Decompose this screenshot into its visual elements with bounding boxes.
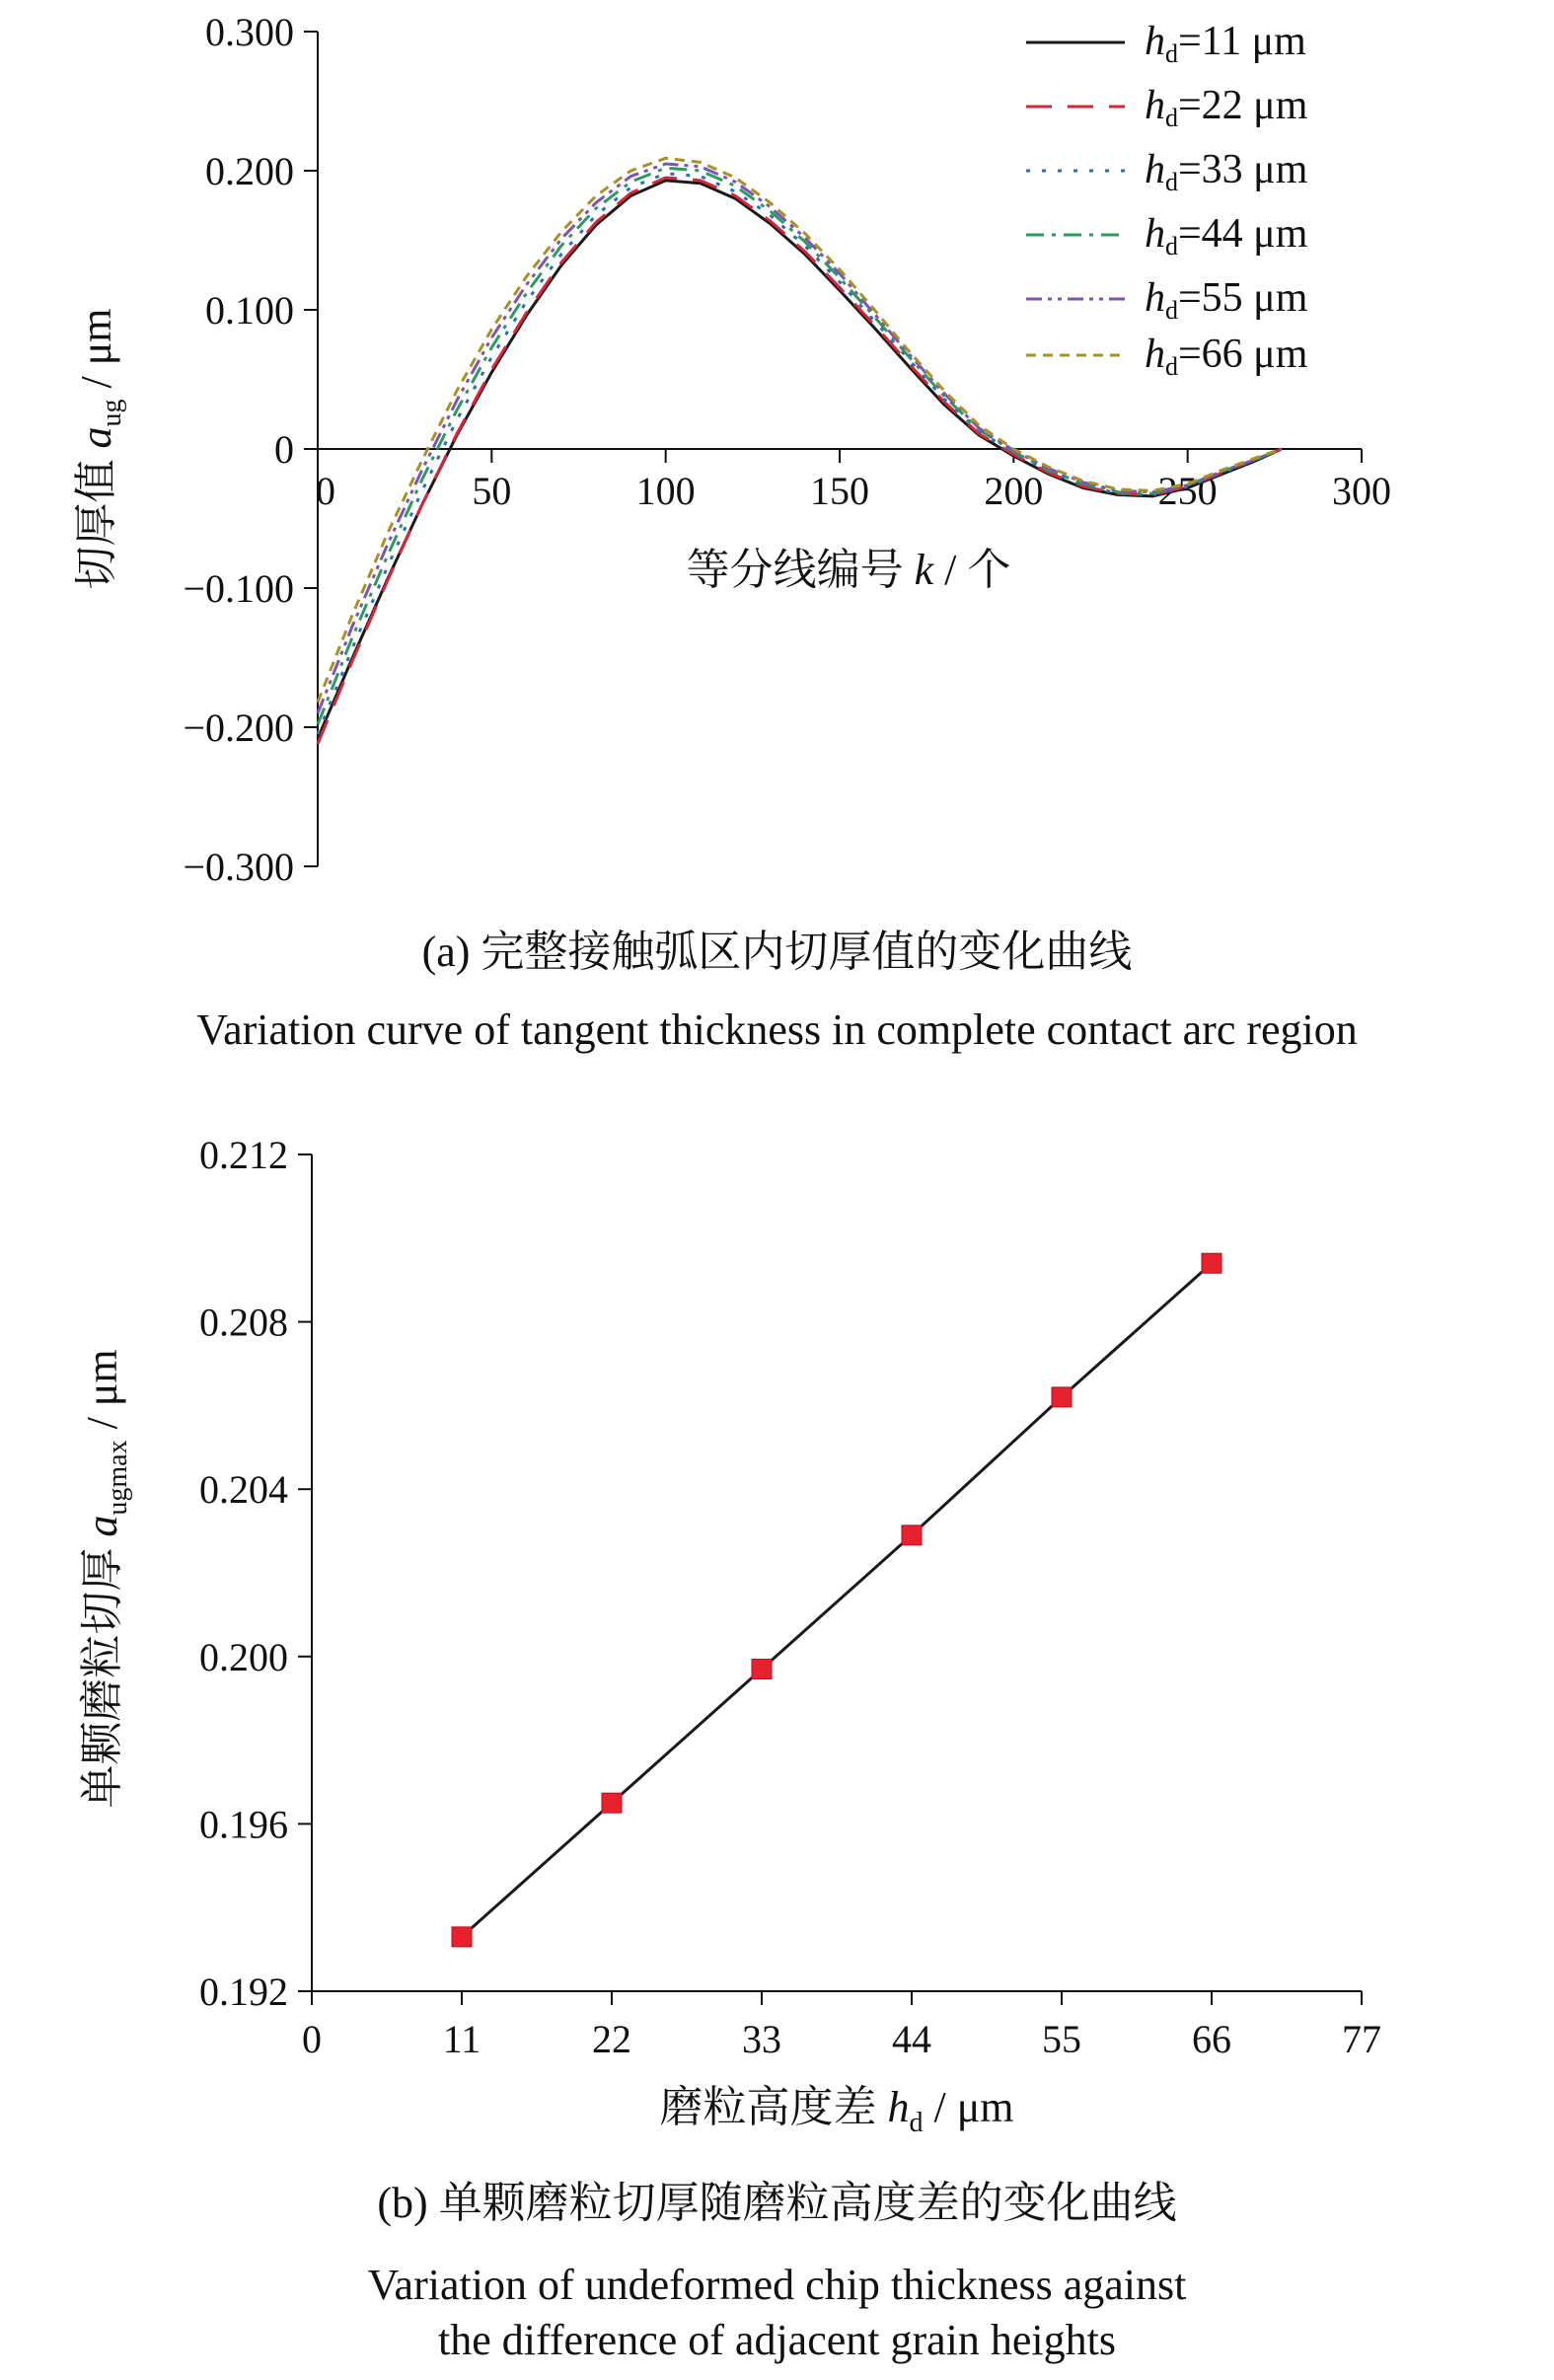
chart-a-axes (72, 10, 1391, 888)
x-tick-label: 33 (742, 2017, 781, 2061)
x-tick-label: 11 (442, 2017, 481, 2061)
y-tick-label: 0.200 (205, 149, 294, 193)
caption-b-en-line1: Variation of undeformed chip thickness against (367, 2261, 1187, 2309)
y-tick-label: 0.208 (199, 1300, 288, 1345)
x-tick-label: 100 (635, 469, 696, 513)
y-tick-label: −0.200 (183, 706, 294, 750)
y-tick-label: 0.300 (205, 10, 294, 54)
chart-a-legend (1026, 19, 1308, 381)
data-point-marker (752, 1660, 772, 1679)
y-axis-label: 单颗磨粒切厚 $a_{ugmax}$ / μm (78, 1349, 133, 1809)
data-point-marker (602, 1793, 622, 1813)
chart-b (0, 1095, 1554, 2171)
caption-a-cn: (a) 完整接触弧区内切厚值的变化曲线 (421, 928, 1133, 976)
chart-b-series (452, 1253, 1221, 1947)
series-line-3 (318, 174, 1282, 734)
data-point-marker (1052, 1387, 1072, 1407)
legend-label-3: hd=33 μm (1145, 147, 1308, 196)
x-tick-label: 150 (810, 469, 869, 513)
x-tick-label: 77 (1342, 2017, 1381, 2061)
caption-b-en-line2: the difference of adjacent grain heights (438, 2316, 1116, 2364)
x-tick-label: 22 (592, 2017, 631, 2061)
legend-label-1: hd=11 μm (1145, 19, 1306, 68)
caption-a-en: Variation curve of tangent thickness in complete contact arc region (196, 1005, 1358, 1054)
x-tick-label: 250 (1157, 469, 1218, 513)
data-point-marker (452, 1927, 472, 1947)
series-line-2 (318, 178, 1282, 744)
y-tick-label: 0.192 (199, 1970, 288, 2014)
y-tick-label: 0.196 (199, 1802, 288, 1847)
y-tick-label: 0.100 (205, 288, 294, 333)
caption-b-cn: (b) 单颗磨粒切厚随磨粒高度差的变化曲线 (377, 2179, 1177, 2227)
y-tick-label: 0 (274, 427, 294, 472)
chart-a-series (318, 158, 1282, 744)
data-point-marker (1202, 1253, 1221, 1273)
series-line-1 (318, 181, 1282, 738)
chart-b-axes (78, 1133, 1381, 2138)
x-tick-label: 66 (1192, 2017, 1231, 2061)
y-tick-label: 0.204 (199, 1467, 288, 1513)
series-line (462, 1263, 1212, 1937)
x-axis-label: 等分线编号 k / 个 (686, 546, 1011, 594)
y-tick-label: −0.300 (183, 845, 294, 888)
chart-a (0, 0, 1554, 888)
x-tick-label: 55 (1042, 2017, 1081, 2061)
x-tick-label: 44 (892, 2017, 931, 2061)
y-tick-label: −0.100 (183, 566, 294, 611)
data-point-marker (902, 1525, 922, 1545)
x-tick-label: 0 (316, 469, 335, 513)
legend-label-2: hd=22 μm (1145, 83, 1308, 132)
series-line-6 (318, 158, 1282, 702)
x-tick-label: 200 (984, 469, 1044, 513)
y-axis-label: 切厚值 $a_{ug}$ / μm (72, 308, 127, 590)
x-tick-label: 300 (1332, 469, 1391, 513)
x-tick-label: 0 (302, 2017, 322, 2061)
legend-label-6: hd=66 μm (1145, 332, 1308, 381)
x-tick-label: 50 (472, 469, 512, 513)
y-tick-label: 0.212 (199, 1133, 288, 1177)
x-axis-label: 磨粒高度差 $h_d$ / μm (659, 2083, 1014, 2138)
legend-label-4: hd=44 μm (1145, 211, 1308, 260)
legend-label-5: hd=55 μm (1145, 275, 1308, 325)
y-tick-label: 0.200 (199, 1634, 288, 1679)
